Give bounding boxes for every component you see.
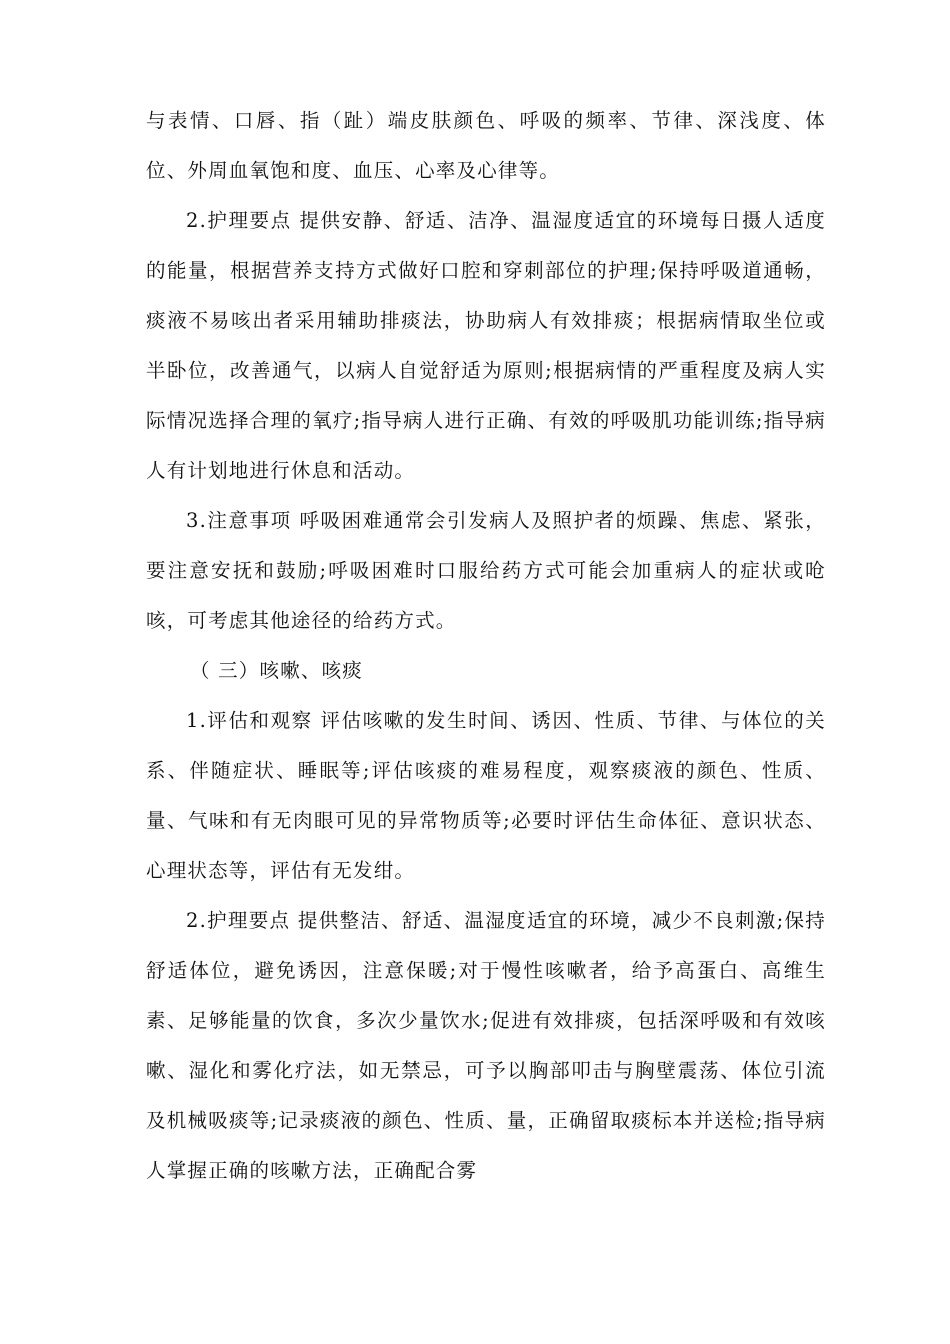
paragraph-nursing-points-cough: 2.护理要点 提供整洁、舒适、温湿度适宜的环境，减少不良刺激;保持舒适体位，避免诱因，注意保暖;对于慢性咳嗽者，给予高蛋白、高维生素、足够能量的饮食，多次少量饮水;促进有效排痰，包括深呼吸和有效咳嗽、湿化和雾化疗法，如无禁忌，可予以胸部叩击与胸壁震荡、体位引流及机械吸痰等;记录痰液的颜色、性质、量，正确留取痰标本并送检;指导病人掌握正确的咳嗽方法，正确配合雾 [146, 909, 826, 1182]
document-page [146, 96, 826, 1196]
section-heading-cough: （ 三）咳嗽、咳痰 [190, 659, 363, 682]
paragraph-precautions: 3.注意事项 呼吸困难通常会引发病人及照护者的烦躁、焦虑、紧张，要注意安抚和鼓励;呼吸困难时口服给药方式可能会加重病人的症状或呛咳，可考虑其他途径的给药方式。 [146, 509, 826, 632]
paragraph-nursing-points: 2.护理要点 提供安静、舒适、洁净、温湿度适宜的环境每日摄人适度的能量，根据营养支持方式做好口腔和穿刺部位的护理;保持呼吸道通畅，痰液不易咳出者采用辅助排痰法，协助病人有效排痰；根据病情取坐位或半卧位，改善通气，以病人自觉舒适为原则;根据病情的严重程度及病人实际情况选择合理的氧疗;指导病人进行正确、有效的呼吸肌功能训练;指导病人有计划地进行休息和活动。 [146, 209, 826, 482]
paragraph-assessment: 1.评估和观察 评估咳嗽的发生时间、诱因、性质、节律、与体位的关系、伴随症状、睡眠等;评估咳痰的难易程度，观察痰液的颜色、性质、量、气味和有无肉眼可见的异常物质等;必要时评估生命体征、意识状态、心理状态等，评估有无发绀。 [146, 709, 826, 882]
paragraph-continuation: 与表情、口唇、指（趾）端皮肤颜色、呼吸的频率、节律、深浅度、体位、外周血氧饱和度、血压、心率及心律等。 [146, 109, 826, 182]
